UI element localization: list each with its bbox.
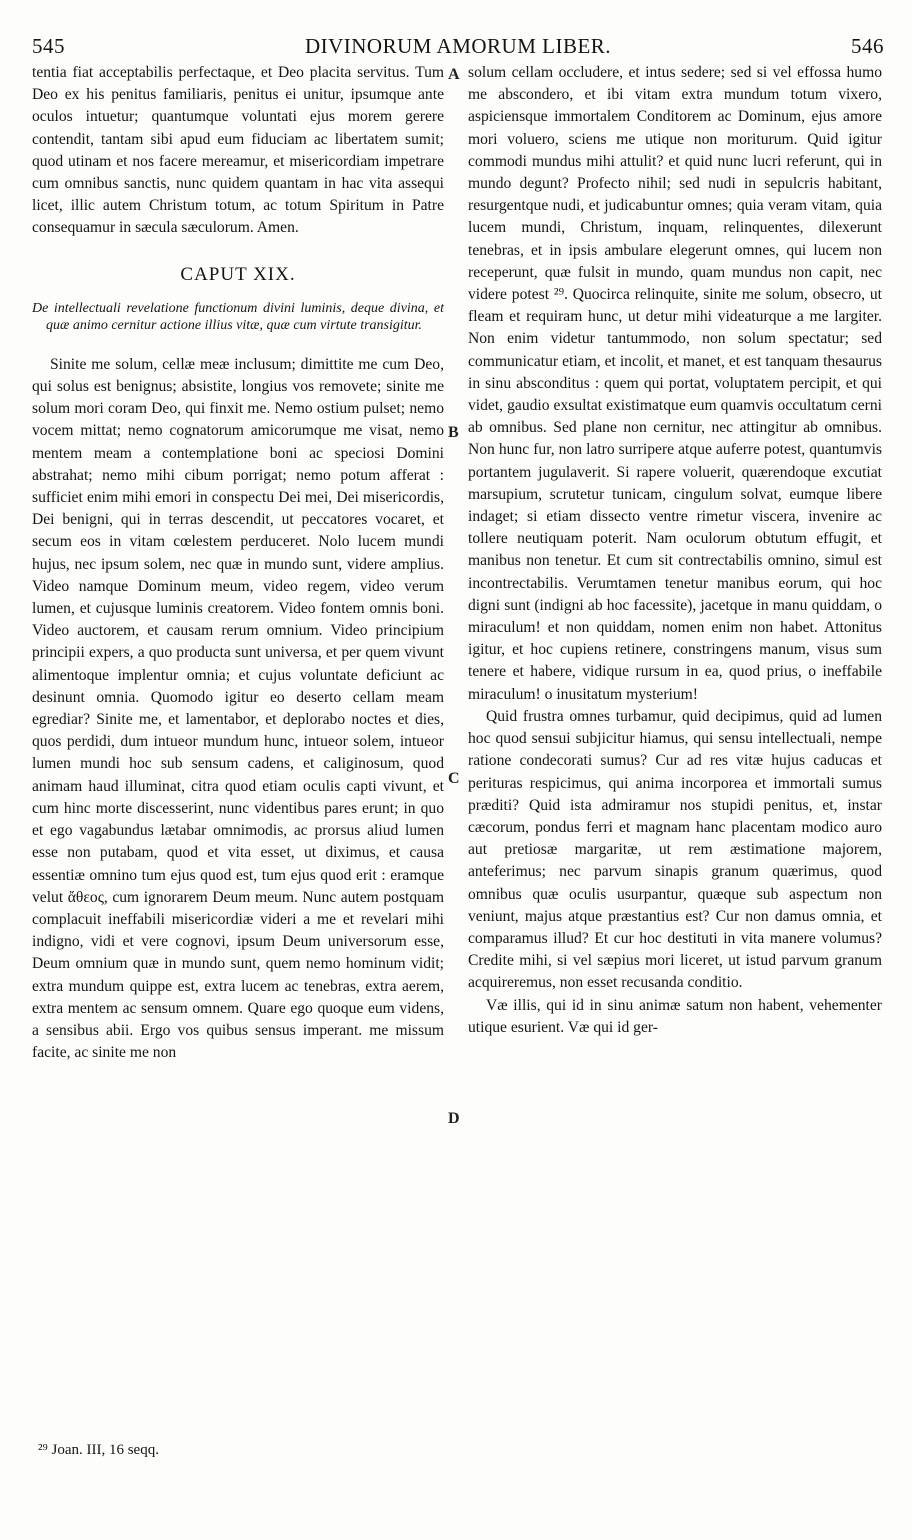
margin-marker-a: A xyxy=(448,66,460,83)
chapter-summary: De intellectuali revelatione functionum divini luminis, deque divina, et quæ animo cernitur actione illius vitæ, quæ cum virtute transigitur. xyxy=(32,300,444,333)
right-paragraph-1: solum cellam occludere, et intus sedere; sed si vel effossa humo me abscondero, et ibi vitam extra mundum totum vixero, aspiciensque immortalem Conditorem ac Dominum, ejus amore mori voluero, sciens me utique non moriturum. Quid igitur commodi mundus mihi attulit? et quid nunc lucri referunt, qui in mundo degunt? Profecto nihil; sed nudi in sepulcris habitant, resurgentque nudi, et judicabuntur omnes; quia veram vitam, quia lucem mundi, Christum, inquam, relinquentes, dilexerunt tenebras, et in ipsis ambulare elegerunt omnes, qui lucem non receperunt, quæ fulsit in mundo, quam mundus non capit, nec videre potest ²⁹. Quocirca relinquite, sinite me solum, obsecro, ut fleam et requiram hunc, ut detur mihi videaturque a me largiter. Non enim videtur tantummodo, non solum spectatur; sed communicatur etiam, et incolit, et manet, et est tanquam thesaurus in sinu absconditus : quem qui portat, voluptatem percipit, et qui videt, gaudio exsultat existimatque eum quamvis occultatum cerni ab omnibus. Sed plane non cernitur, nec attingitur ab omnibus. Non hunc fur, non latro surripere atque auferre potest, quantumvis portantem jugulaverit. Si rapere voluerit, quærendoque excutiat marsupium, scrutetur tunicam, cingulum solvat, eumque libere indaget; si etiam dissecto ventre rimetur viscera, invenire ac tollere neutiquam poterit. Nam oculorum obtutum effugit, et manibus non tenetur. Et cum sit contrectabilis omnino, simul est incontrectabilis. Verumtamen tenetur manibus eorum, qui hoc digni sunt (indigni ab hoc facessite), jacetque in manu quiddam, o miraculum! et non quiddam, nomen enim non habet. Attonitus igitur, et hoc cupiens retinere, constringens manum, visus sum tenere et habere, vidique rursum in ea, quod prius, o ineffabile miraculum! o inusitatum mysterium! xyxy=(468,64,882,703)
right-paragraph-3: Væ illis, qui id in sinu animæ satum non habent, vehementer utique esurient. Væ qui id ger- xyxy=(468,996,882,1036)
page-number-right: 546 xyxy=(851,34,884,58)
running-header xyxy=(32,34,884,64)
left-opening-paragraph: tentia fiat acceptabilis perfectaque, et Deo placita servitus. Tum Deo ex his penitus familiaris, penitus ei unitur, ipsumque ante oculos intuetur; quantumque voluntati ejus morem gerere contendit, tantam sibi apud eum fiduciam ac libertatem sumit; quod utinam et nos facere mereamur, et misericordiam impetrare cum omnibus sanctis, nunc quidem quantam in hac vita assequi licet, illic autem Christum totum, ac totum Spiritum in Patre consequamur in sæcula sæculorum. Amen. xyxy=(32,64,444,237)
page-number-left: 545 xyxy=(32,34,65,58)
right-column xyxy=(468,62,882,1039)
margin-marker-c: C xyxy=(448,770,460,787)
left-column xyxy=(32,62,444,1064)
right-paragraph-2: Quid frustra omnes turbamur, quid decipimus, quid ad lumen hoc quod sensui subjicitur hiamus, qui sensu intellectuali, nempe ratione condecorati sumus? Cur ad res vitæ hujus caducas et perituras respicimus, qui anima incorporea et immortali sumus præditi? Quid ista admiramur nos stupidi penitus, et, instar cæcorum, pondus ferri et magnam hanc placentam modico auro aut pretiosæ margaritæ, ut rem æstimatione majorem, anteferimus; nec parvum sinapis granum quærimus, quod omnibus quæ oculis usurpantur, quæque sub aspectum non veniunt, majus atque præstantius est? Cur non damus omnia, et comparamus illud? Et cur hoc destituti in vita manere volumus? Credite mihi, si vel sæpius mori liceret, ut istud parvum granum acquireremus, non esset recusanda conditio. xyxy=(468,707,882,992)
footnote: ²⁹ Joan. III, 16 seqq. xyxy=(38,1442,159,1458)
chapter-title: CAPUT XIX. xyxy=(180,263,296,285)
left-body-paragraph: Sinite me solum, cellæ meæ inclusum; dimittite me cum Deo, qui solus est benignus; absistite, longius vos removete; sinite me solum mori coram Deo, qui finxit me. Nemo ostium pulset; nemo vocem mittat; nemo cognatorum amicorumque me visat, nemo mentem meam a contemplatione boni ac speciosi Domini abstrahat; nemo mihi cibum porrigat; nemo potum afferat : sufficiet enim mihi emori in conspectu Dei mei, Dei misericordis, Dei benigni, qui in terras descendit, ut peccatores vocaret, et secum eos in vitam cœlestem perduceret. Nolo lucem mundi hujus, nec ipsum solem, nec quæ in mundo sunt, videre amplius. Video namque Dominum meum, video regem, video verum lumen, et cujusque luminis creatorem. Video fontem omnis boni. Video auctorem, et causam rerum omnium. Video principium principii expers, a quo producta sunt universa, et per quem vivunt alimentoque implentur omnia; et cujus voluntate deficiunt ac desinunt omnia. Quomodo igitur eo deserto cellam meam egrediar? Sinite me, et lamentabor, et deplorabo noctes et dies, quos perdidi, dum intueor mundum hunc, intueor solem, intueor lumen mundi hoc sub sensum cadens, et caliginosum, quod animam haud illuminat, citra quod etiam oculis capti vivunt, et cum hinc morte discesserint, nunc videntibus pares erunt; in quo et ego vagabundus lætabar omnimodis, ac prorsus aliud lumen esse non putabam, quod et vita esset, ut diximus, et causa essentiæ omnino tum ejus quod est, tum ejus quod erit : eramque velut ἄθεος, cum ignorarem Deum meum. Nunc autem postquam complacuit ineffabili misericordiæ videri a me et revelari mihi indigno, vidi et vere cognovi, ipsum Deum universorum esse, Deum omnium quæ in mundo sunt, quem nemo hominum vidit; extra mundum quippe est, extra lucem ac tenebras, extra aerem, extra mentem ac sensum omnem. Quare ego quoque eum videns, a sensibus abii. Ergo vos quibus sensus imperant. me missum facite, ac sinite me non xyxy=(32,355,444,1062)
margin-marker-d: D xyxy=(448,1110,460,1127)
running-title: DIVINORUM AMORUM LIBER. xyxy=(304,34,612,58)
margin-marker-b: B xyxy=(448,424,459,441)
